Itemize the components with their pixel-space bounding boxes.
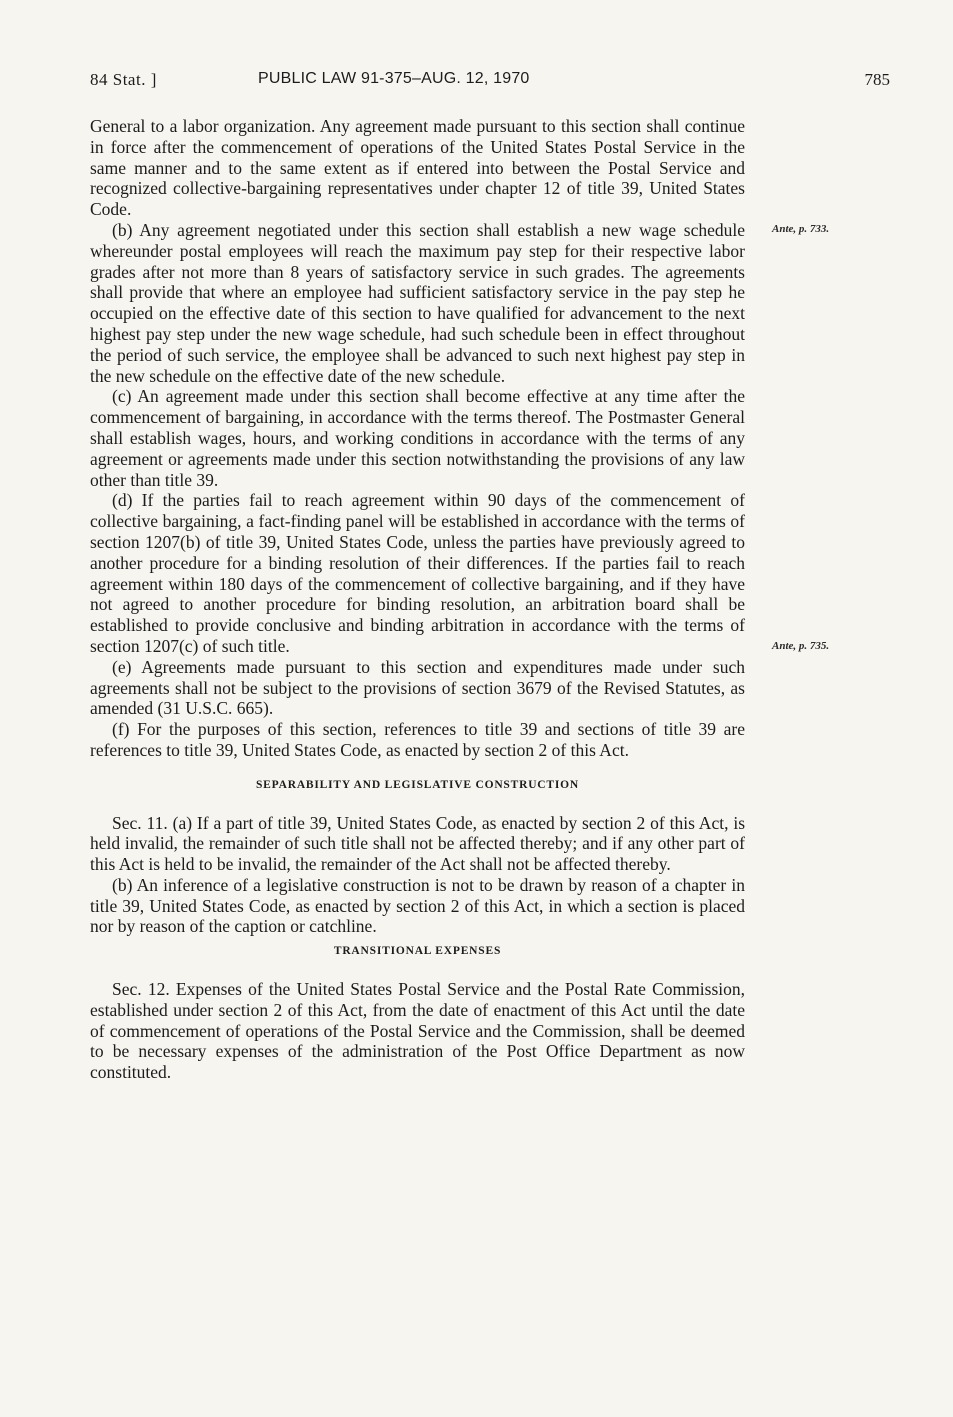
paragraph-e: (e) Agreements made pursuant to this section and expenditures made under such agreements shall not be subject to the provisions of section 3679 of the Revised Statutes, as amended (31 U.S.C. 665). <box>90 656 745 719</box>
section-12: Sec. 12. Expenses of the United States Postal Service and the Postal Rate Commission, established under section 2 of this Act, from the date of enactment of this Act until the date of commencement of operations of the Postal Service and the Commission, shall be deemed to be necessary expenses of the administration of the Post Office Department as now constituted. <box>90 979 745 1083</box>
margin-note-ante-735: Ante, p. 735. <box>772 640 830 652</box>
paragraph-f: (f) For the purposes of this section, references to title 39 and sections of title 39 are references to title 39, United States Code, as enacted by section 2 of this Act. <box>90 719 745 760</box>
statute-reference: 84 Stat. ] <box>90 70 157 89</box>
heading-separability: SEPARABILITY AND LEGISLATIVE CONSTRUCTION <box>255 778 580 791</box>
margin-note-ante-733: Ante, p. 733. <box>772 223 830 235</box>
running-title: PUBLIC LAW 91-375–AUG. 12, 1970 <box>258 70 530 87</box>
paragraph-b: (b) Any agreement negotiated under this section shall establish a new wage schedule whereunder postal employees will reach the maximum pay step for their respective labor grades after not more than 8 years of satisfactory service in such grades. The agreements shall provide that where an employee had sufficient satisfactory service in the pay step he occupied on the effective date of this section to have qualified for advancement to the next highest pay step under the new wage schedule, had such schedule been in effect throughout the period of such service, the employee shall be advanced to such next highest pay step in the new schedule on the effective date of the new schedule. <box>90 219 745 386</box>
page-header <box>90 70 890 94</box>
page-number: 785 <box>864 70 890 89</box>
paragraph-continuation: General to a labor organization. Any agreement made pursuant to this section shall continue in force after the commencement of operations of the United States Postal Service in the same manner and to the same extent as if entered into between the Postal Service and recognized collective-bargaining representatives under chapter 12 of title 39, United States Code. <box>90 116 745 220</box>
document-body <box>90 116 745 1083</box>
paragraph-d: (d) If the parties fail to reach agreement within 90 days of the commencement of collective bargaining, a fact-finding panel will be established in accordance with the terms of section 1207(b) of title 39, United States Code, unless the parties have previously agreed to another procedure for a binding resolution of their differences. If the parties fail to reach agreement within 180 days of the commencement of collective bargaining, and if they have not agreed to another procedure for binding resolution, an arbitration board shall be established to provide conclusive and binding arbitration in accordance with the terms of section 1207(c) of such title. <box>90 490 745 656</box>
section-11-a: Sec. 11. (a) If a part of title 39, United States Code, as enacted by section 2 of this Act, is held invalid, the remainder of such title shall not be affected thereby; and if any other part of this Act is held to be invalid, the remainder of the Act shall not be affected thereby. <box>90 812 745 875</box>
paragraph-c: (c) An agreement made under this section shall become effective at any time after the commencement of bargaining, in accordance with the terms thereof. The Postmaster General shall establish wages, hours, and working conditions in accordance with the terms of any agreement or agreements made under this section notwithstanding the provisions of any law other than title 39. <box>90 386 745 490</box>
heading-transitional: TRANSITIONAL EXPENSES <box>333 945 502 958</box>
section-11-b: (b) An inference of a legislative construction is not to be drawn by reason of a chapter in title 39, United States Code, as enacted by section 2 of this Act, in which a section is placed nor by reason of the caption or catchline. <box>90 874 745 937</box>
